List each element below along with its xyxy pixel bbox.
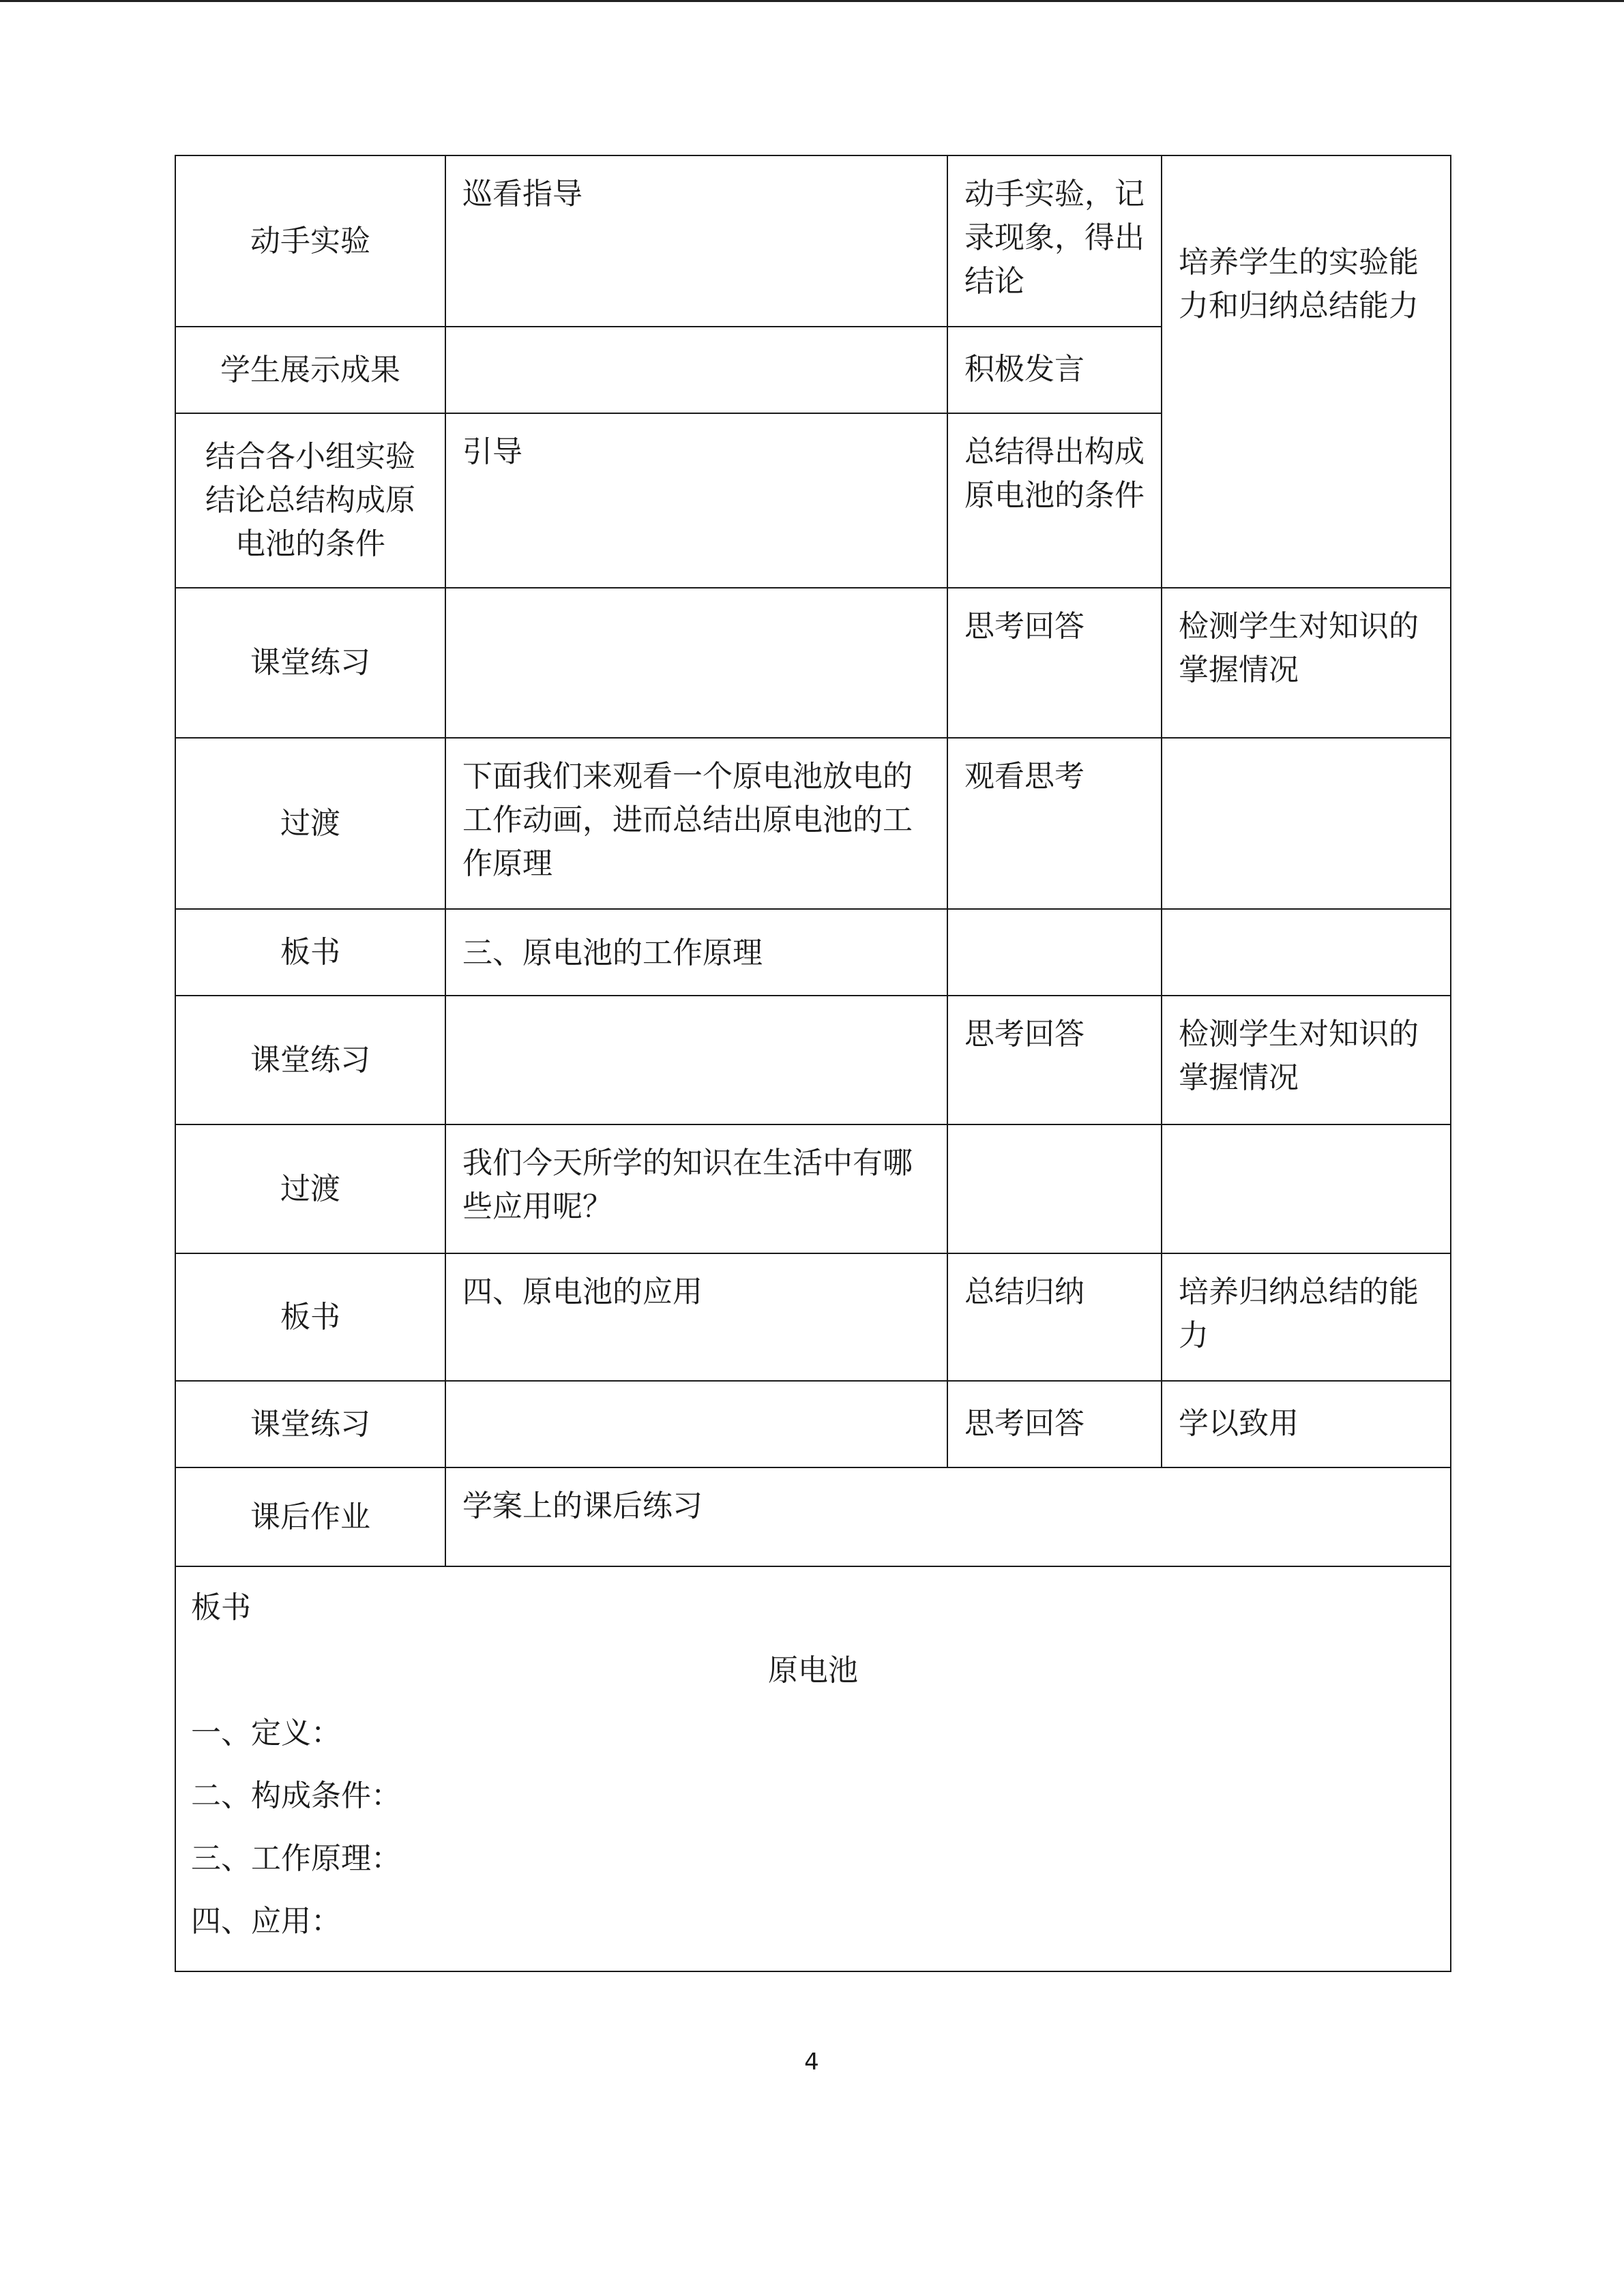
row-5-teacher xyxy=(445,737,948,910)
board-summary xyxy=(175,1566,1451,1972)
cell-text: 板书 xyxy=(280,934,340,970)
cell-text: 动手实验，记录现象，得出结论 xyxy=(964,177,1145,299)
cell-text: 引导 xyxy=(462,434,522,469)
cell-text: 检测学生对知识的掌握情况 xyxy=(1179,609,1419,687)
row-7-student xyxy=(947,995,1162,1125)
cell-text: 下面我们来观看一个原电池放电的工作动画，进而总结出原电池的工作原理 xyxy=(462,759,913,881)
cell-text: 思考回答 xyxy=(964,1017,1084,1052)
row-6-teacher xyxy=(445,908,948,996)
row-4-goal xyxy=(1161,587,1451,739)
cell-text: 学生展示成果 xyxy=(220,352,400,387)
row-9-teacher xyxy=(445,1253,948,1382)
cell-text: 检测学生对知识的掌握情况 xyxy=(1179,1017,1419,1095)
row-2-student xyxy=(947,326,1162,414)
cell-text: 过渡 xyxy=(280,1171,340,1206)
cell-text: 我们今天所学的知识在生活中有哪些应用呢？ xyxy=(462,1146,913,1224)
cell-text: 三、原电池的工作原理 xyxy=(462,936,763,970)
cell-text: 学以致用 xyxy=(1179,1406,1299,1441)
board-label: 板书 xyxy=(191,1590,251,1625)
row-8-stage xyxy=(175,1124,446,1254)
row-9-student xyxy=(947,1253,1162,1382)
cell-text: 思考回答 xyxy=(964,609,1084,644)
row-1-student xyxy=(947,155,1162,327)
row-1-teacher xyxy=(445,155,948,327)
cell-text: 四、原电池的应用 xyxy=(462,1274,703,1309)
board-item-3: 三、工作原理： xyxy=(191,1841,401,1876)
row-5-student xyxy=(947,737,1162,910)
row-10-teacher xyxy=(445,1380,948,1468)
row-5-goal xyxy=(1161,737,1451,910)
cell-text: 培养归纳总结的能力 xyxy=(1179,1274,1419,1353)
row-9-stage xyxy=(175,1253,446,1382)
row-5-stage xyxy=(175,737,446,910)
cell-text: 巡看指导 xyxy=(462,177,582,211)
cell-text: 观看思考 xyxy=(964,759,1084,794)
cell-text: 课堂练习 xyxy=(250,1042,370,1077)
row-10-stage xyxy=(175,1380,446,1468)
page-number: 4 xyxy=(804,2048,819,2076)
cell-text: 课堂练习 xyxy=(250,645,370,680)
row-2-stage xyxy=(175,326,446,414)
cell-text: 课堂练习 xyxy=(250,1406,370,1442)
cell-text: 培养学生的实验能力和归纳总结能力 xyxy=(1179,245,1419,323)
row-1-stage xyxy=(175,155,446,327)
cell-text: 板书 xyxy=(280,1299,340,1335)
row-6-student xyxy=(947,908,1162,996)
cell-text: 结合各小组实验结论总结构成原电池的条件 xyxy=(205,439,415,561)
cell-text: 总结得出构成原电池的条件 xyxy=(964,434,1145,513)
row-7-goal xyxy=(1161,995,1451,1125)
cell-text: 动手实验 xyxy=(250,223,370,258)
row-6-stage xyxy=(175,908,446,996)
row-7-stage xyxy=(175,995,446,1125)
board-item-1: 一、定义： xyxy=(191,1716,341,1750)
row-11-homework xyxy=(445,1467,1451,1567)
merged-goal-cell xyxy=(1161,155,1451,588)
row-8-goal xyxy=(1161,1124,1451,1254)
row-2-teacher xyxy=(445,326,948,414)
row-7-teacher xyxy=(445,995,948,1125)
cell-text: 过渡 xyxy=(280,805,340,841)
row-4-stage xyxy=(175,587,446,739)
row-4-student xyxy=(947,587,1162,739)
row-10-goal xyxy=(1161,1380,1451,1468)
cell-text: 积极发言 xyxy=(964,352,1084,387)
cell-text: 总结归纳 xyxy=(964,1274,1084,1309)
cell-text: 课后作业 xyxy=(250,1499,370,1534)
board-title: 原电池 xyxy=(768,1653,858,1688)
cell-text: 学案上的课后练习 xyxy=(462,1489,703,1523)
row-10-student xyxy=(947,1380,1162,1468)
row-8-student xyxy=(947,1124,1162,1254)
row-3-stage xyxy=(175,413,446,588)
row-8-teacher xyxy=(445,1124,948,1254)
cell-text: 思考回答 xyxy=(964,1406,1084,1441)
row-11-stage xyxy=(175,1467,446,1567)
row-4-teacher xyxy=(445,587,948,739)
row-3-student xyxy=(947,413,1162,588)
page-top-border xyxy=(0,0,1624,2)
row-9-goal xyxy=(1161,1253,1451,1382)
row-6-goal xyxy=(1161,908,1451,996)
row-3-teacher xyxy=(445,413,948,588)
board-item-2: 二、构成条件： xyxy=(191,1778,401,1813)
board-item-4: 四、应用： xyxy=(191,1904,341,1939)
